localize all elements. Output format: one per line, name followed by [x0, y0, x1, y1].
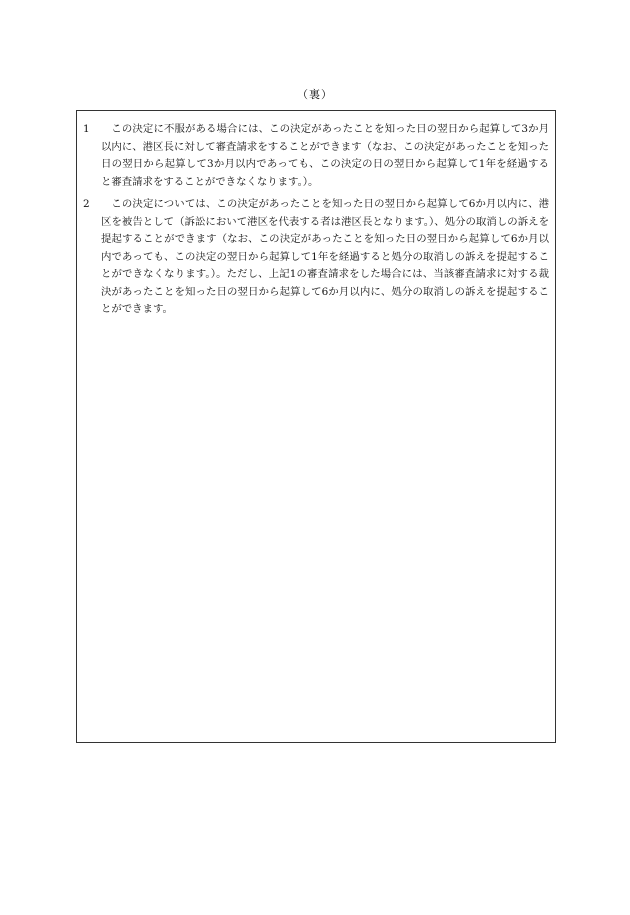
notice-row: [83, 196, 549, 319]
notice-text: この決定については、この決定があったことを知った日の翌日から起算して6か月以内に、港区を被告として（訴訟において港区を代表する者は港区長となります。）、処分の取消しの訴えを提起することができます（なお、この決定があったことを知った日の翌日から起算して6か月以内であっても、この決定の翌日から起算して1年を経過すると処分の取消しの訴えを提起することができなくなります。）。ただし、上記1の審査請求をした場合には、当該審査請求に対する裁決があったことを知った日の翌日から起算して6か月以内に、処分の取消しの訴えを提起することができます。: [101, 198, 549, 315]
notice-item-2: [83, 196, 549, 319]
notice-number: 2: [83, 198, 90, 210]
notice-text: この決定に不服がある場合には、この決定があったことを知った日の翌日から起算して3か月以内に、港区長に対して審査請求をすることができます（なお、この決定があったことを知った日の翌日から起算して3か月以内であっても、この決定の日の翌日から起算して1年を経過すると審査請求をすることができなくなります。）。: [101, 123, 549, 188]
page-heading: （裏）: [297, 88, 333, 101]
notice-item-1: [83, 121, 549, 191]
notice-number: 1: [83, 123, 90, 135]
notice-row: [83, 121, 549, 191]
notice-box: [76, 110, 556, 743]
